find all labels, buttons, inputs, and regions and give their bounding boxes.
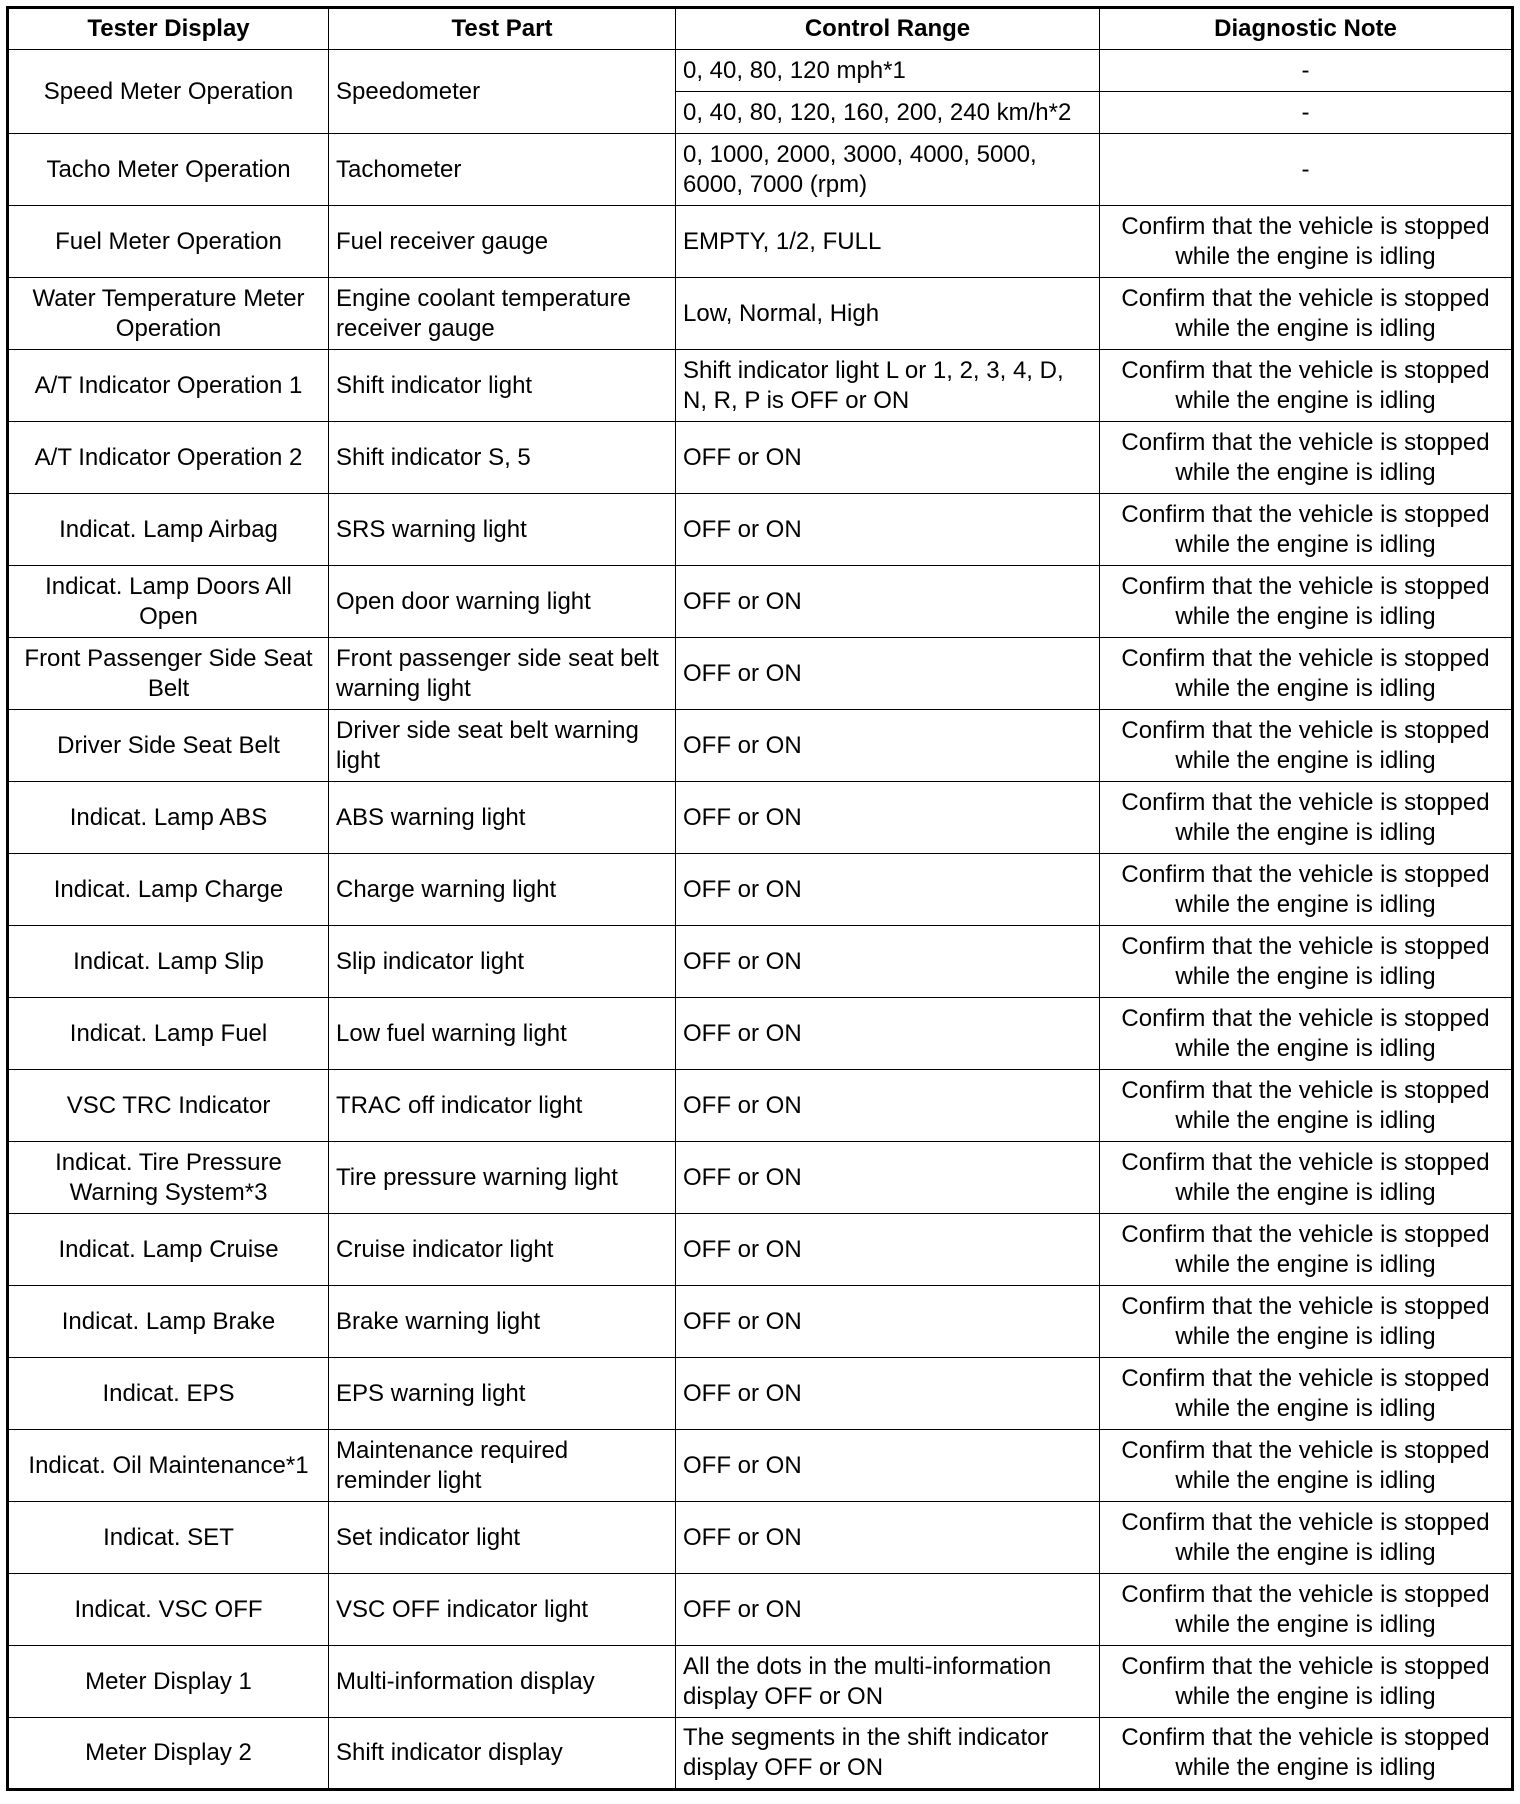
diagnostic-note-cell: Confirm that the vehicle is stopped while the engine is idling [1100,638,1513,710]
tester-display-cell: Fuel Meter Operation [8,206,329,278]
diagnostic-note-cell: Confirm that the vehicle is stopped while the engine is idling [1100,350,1513,422]
tester-display-cell: Water Temperature Meter Operation [8,278,329,350]
diagnostic-note-cell: Confirm that the vehicle is stopped while the engine is idling [1100,782,1513,854]
table-row [8,1142,1513,1214]
test-part-cell: Brake warning light [329,1286,676,1358]
table-row [8,1286,1513,1358]
test-part-cell: Shift indicator light [329,350,676,422]
control-range-cell: OFF or ON [676,1574,1100,1646]
control-range-cell: OFF or ON [676,638,1100,710]
diagnostic-note-cell: Confirm that the vehicle is stopped while the engine is idling [1100,206,1513,278]
tester-display-cell: Indicat. Lamp ABS [8,782,329,854]
diagnostic-note-cell: Confirm that the vehicle is stopped while the engine is idling [1100,1070,1513,1142]
test-part-cell: Slip indicator light [329,926,676,998]
test-part-cell: SRS warning light [329,494,676,566]
control-range-cell: 0, 40, 80, 120 mph*1 [676,50,1100,92]
tester-display-cell: Indicat. Lamp Fuel [8,998,329,1070]
table-row [8,782,1513,854]
control-range-cell: OFF or ON [676,854,1100,926]
control-range-cell: OFF or ON [676,422,1100,494]
tester-display-cell: A/T Indicator Operation 1 [8,350,329,422]
test-part-cell: Maintenance required reminder light [329,1430,676,1502]
control-range-cell: Shift indicator light L or 1, 2, 3, 4, D, N, R, P is OFF or ON [676,350,1100,422]
table-row [8,566,1513,638]
control-range-cell: 0, 40, 80, 120, 160, 200, 240 km/h*2 [676,92,1100,134]
table-row [8,1718,1513,1790]
table-row [8,206,1513,278]
diagnostic-note-cell: Confirm that the vehicle is stopped while the engine is idling [1100,1142,1513,1214]
diagnostic-note-cell: Confirm that the vehicle is stopped while the engine is idling [1100,998,1513,1070]
tester-display-cell: Indicat. Lamp Charge [8,854,329,926]
test-part-cell: Fuel receiver gauge [329,206,676,278]
control-range-cell: OFF or ON [676,494,1100,566]
tester-display-cell: Speed Meter Operation [8,50,329,134]
diagnostic-note-cell: Confirm that the vehicle is stopped while the engine is idling [1100,1718,1513,1790]
control-range-cell: OFF or ON [676,998,1100,1070]
diagnostic-note-cell: - [1100,92,1513,134]
tester-display-cell: Indicat. Tire Pressure Warning System*3 [8,1142,329,1214]
tester-display-cell: Indicat. Lamp Cruise [8,1214,329,1286]
header-row [8,8,1513,50]
tester-display-cell: Indicat. Lamp Doors All Open [8,566,329,638]
test-part-cell: Speedometer [329,50,676,134]
diagnostic-note-cell: Confirm that the vehicle is stopped while the engine is idling [1100,1646,1513,1718]
tester-display-cell: Indicat. Lamp Brake [8,1286,329,1358]
control-range-cell: OFF or ON [676,710,1100,782]
control-range-cell: OFF or ON [676,1286,1100,1358]
table-row [8,710,1513,782]
table-row [8,422,1513,494]
control-range-cell: OFF or ON [676,1430,1100,1502]
test-part-cell: Tire pressure warning light [329,1142,676,1214]
diagnostic-note-cell: Confirm that the vehicle is stopped while the engine is idling [1100,854,1513,926]
test-part-cell: Driver side seat belt warning light [329,710,676,782]
tester-display-cell: VSC TRC Indicator [8,1070,329,1142]
diagnostic-note-cell: Confirm that the vehicle is stopped while the engine is idling [1100,278,1513,350]
diagnostic-note-cell: - [1100,50,1513,92]
table-row [8,1502,1513,1574]
control-range-cell: OFF or ON [676,566,1100,638]
tester-display-cell: Meter Display 2 [8,1718,329,1790]
tester-display-cell: Indicat. SET [8,1502,329,1574]
diagnostic-note-cell: Confirm that the vehicle is stopped while the engine is idling [1100,1358,1513,1430]
control-range-cell: OFF or ON [676,782,1100,854]
tester-display-cell: Indicat. Oil Maintenance*1 [8,1430,329,1502]
control-range-cell: OFF or ON [676,1358,1100,1430]
diagnostic-note-cell: Confirm that the vehicle is stopped while the engine is idling [1100,926,1513,998]
test-part-cell: Front passenger side seat belt warning light [329,638,676,710]
control-range-cell: Low, Normal, High [676,278,1100,350]
test-part-cell: Shift indicator display [329,1718,676,1790]
diagnostic-note-cell: Confirm that the vehicle is stopped while the engine is idling [1100,1430,1513,1502]
table-row [8,134,1513,206]
table-row [8,998,1513,1070]
diagnostic-note-cell: Confirm that the vehicle is stopped while the engine is idling [1100,1286,1513,1358]
diagnostic-note-cell: Confirm that the vehicle is stopped while the engine is idling [1100,494,1513,566]
table-row [8,854,1513,926]
table-row [8,926,1513,998]
tester-display-cell: A/T Indicator Operation 2 [8,422,329,494]
test-part-cell: VSC OFF indicator light [329,1574,676,1646]
test-part-cell: Shift indicator S, 5 [329,422,676,494]
tester-display-cell: Indicat. EPS [8,1358,329,1430]
table-row [8,494,1513,566]
test-part-cell: Tachometer [329,134,676,206]
control-range-cell: 0, 1000, 2000, 3000, 4000, 5000, 6000, 7000 (rpm) [676,134,1100,206]
table-row [8,1214,1513,1286]
table-row [8,1358,1513,1430]
header-test-part: Test Part [329,8,676,50]
tester-display-cell: Indicat. Lamp Airbag [8,494,329,566]
diagnostic-note-cell: Confirm that the vehicle is stopped while the engine is idling [1100,1574,1513,1646]
header-tester-display: Tester Display [8,8,329,50]
tester-display-cell: Meter Display 1 [8,1646,329,1718]
tester-display-cell: Driver Side Seat Belt [8,710,329,782]
diagnostic-note-cell: Confirm that the vehicle is stopped while the engine is idling [1100,710,1513,782]
test-part-cell: Open door warning light [329,566,676,638]
diagnostic-note-cell: - [1100,134,1513,206]
header-diagnostic-note: Diagnostic Note [1100,8,1513,50]
diagnostic-note-cell: Confirm that the vehicle is stopped while the engine is idling [1100,1502,1513,1574]
active-test-table [6,6,1514,1791]
control-range-cell: EMPTY, 1/2, FULL [676,206,1100,278]
test-part-cell: Charge warning light [329,854,676,926]
test-part-cell: ABS warning light [329,782,676,854]
table-row [8,1430,1513,1502]
tester-display-cell: Tacho Meter Operation [8,134,329,206]
control-range-cell: OFF or ON [676,1214,1100,1286]
control-range-cell: OFF or ON [676,926,1100,998]
test-part-cell: Engine coolant temperature receiver gauge [329,278,676,350]
diagnostic-note-cell: Confirm that the vehicle is stopped while the engine is idling [1100,1214,1513,1286]
table-row [8,350,1513,422]
control-range-cell: OFF or ON [676,1142,1100,1214]
table-row [8,1574,1513,1646]
test-part-cell: Multi-information display [329,1646,676,1718]
test-part-cell: Low fuel warning light [329,998,676,1070]
test-part-cell: TRAC off indicator light [329,1070,676,1142]
control-range-cell: The segments in the shift indicator display OFF or ON [676,1718,1100,1790]
test-part-cell: EPS warning light [329,1358,676,1430]
table-row [8,638,1513,710]
test-part-cell: Set indicator light [329,1502,676,1574]
header-control-range: Control Range [676,8,1100,50]
table-row [8,1646,1513,1718]
control-range-cell: OFF or ON [676,1502,1100,1574]
table-row [8,1070,1513,1142]
tester-display-cell: Indicat. Lamp Slip [8,926,329,998]
test-part-cell: Cruise indicator light [329,1214,676,1286]
diagnostic-note-cell: Confirm that the vehicle is stopped while the engine is idling [1100,566,1513,638]
tester-display-cell: Front Passenger Side Seat Belt [8,638,329,710]
control-range-cell: All the dots in the multi-information display OFF or ON [676,1646,1100,1718]
control-range-cell: OFF or ON [676,1070,1100,1142]
tester-display-cell: Indicat. VSC OFF [8,1574,329,1646]
table-row [8,50,1513,92]
diagnostic-note-cell: Confirm that the vehicle is stopped while the engine is idling [1100,422,1513,494]
table-row [8,278,1513,350]
